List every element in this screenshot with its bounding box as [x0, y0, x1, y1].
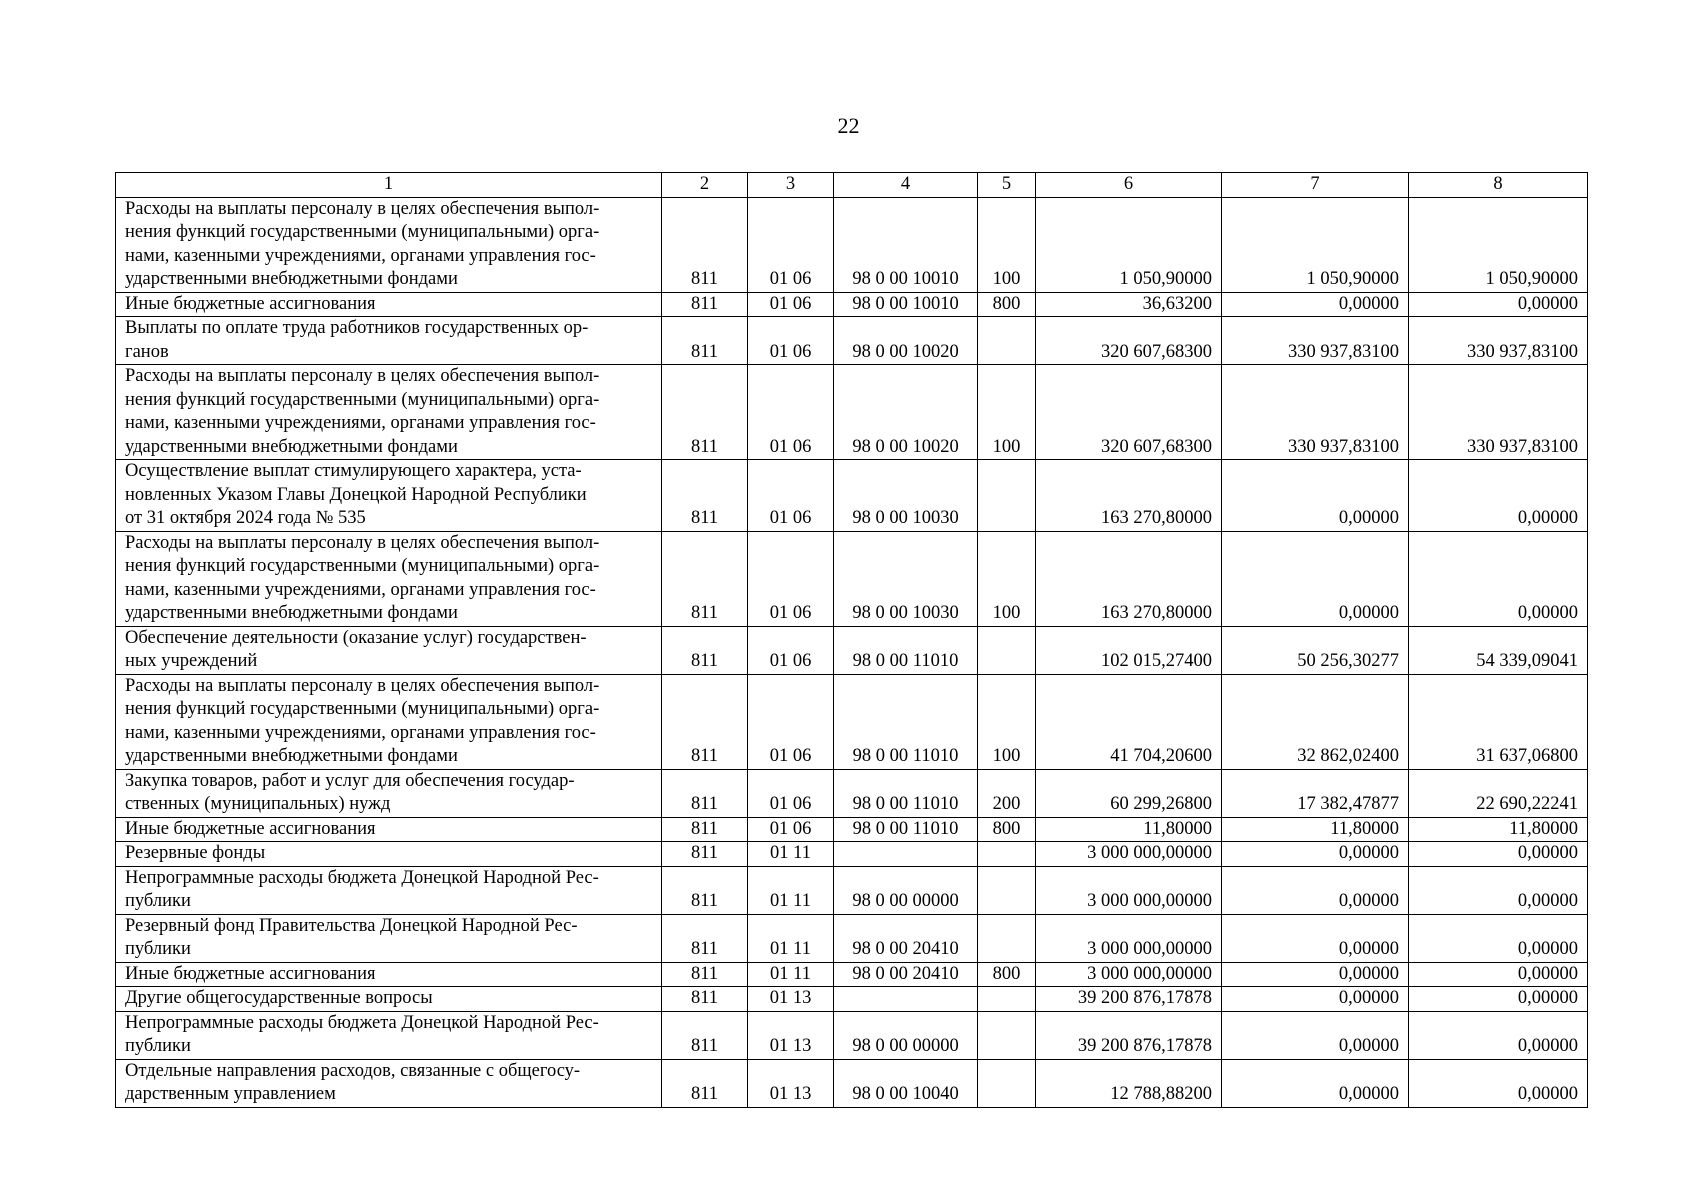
amount-2026-cell: 0,00000 [1409, 866, 1588, 914]
table-row [116, 962, 1588, 987]
table-row [116, 817, 1588, 842]
amount-2026-cell: 0,00000 [1409, 1059, 1588, 1107]
expense-name-line: нения функций государственными (муниципальными) орга- [125, 699, 600, 719]
table-body [116, 197, 1588, 1107]
target-article-cell [834, 842, 978, 867]
ministry-code-cell: 811 [662, 317, 748, 365]
expense-name-line: ганов [125, 341, 169, 362]
amount-2025-cell: 330 937,83100 [1222, 317, 1409, 365]
amount-2026-cell: 0,00000 [1409, 531, 1588, 626]
expense-name-cell [116, 987, 662, 1012]
amount-2025-cell: 0,00000 [1222, 866, 1409, 914]
column-header: 4 [834, 173, 978, 198]
amount-2024-cell: 320 607,68300 [1036, 365, 1222, 460]
table-row [116, 626, 1588, 674]
section-code-cell: 01 11 [748, 866, 834, 914]
expense-type-cell: 100 [978, 365, 1036, 460]
expense-type-cell [978, 460, 1036, 532]
amount-2024-cell: 41 704,20600 [1036, 674, 1222, 769]
amount-2025-cell: 32 862,02400 [1222, 674, 1409, 769]
amount-2024-cell: 3 000 000,00000 [1036, 962, 1222, 987]
expense-name-cell [116, 914, 662, 962]
expense-name-cell [116, 817, 662, 842]
amount-2024-cell: 11,80000 [1036, 817, 1222, 842]
expense-name-line: Иные бюджетные ассигнования [125, 963, 376, 984]
budget-table [115, 172, 1588, 1108]
expense-name-line: нами, казенными учреждениями, органами управления гос- [125, 413, 596, 433]
table-header-row [116, 173, 1588, 198]
ministry-code-cell: 811 [662, 365, 748, 460]
amount-2026-cell: 330 937,83100 [1409, 365, 1588, 460]
target-article-cell: 98 0 00 10030 [834, 460, 978, 532]
amount-2024-cell: 3 000 000,00000 [1036, 866, 1222, 914]
expense-name-cell [116, 866, 662, 914]
expense-name-line: ударственными внебюджетными фондами [125, 436, 458, 457]
ministry-code-cell: 811 [662, 674, 748, 769]
column-header: 8 [1409, 173, 1588, 198]
expense-type-cell [978, 1011, 1036, 1059]
column-header: 6 [1036, 173, 1222, 198]
expense-type-cell: 100 [978, 674, 1036, 769]
column-header: 1 [116, 173, 662, 198]
amount-2025-cell: 1 050,90000 [1222, 197, 1409, 292]
section-code-cell: 01 06 [748, 197, 834, 292]
amount-2025-cell: 17 382,47877 [1222, 769, 1409, 817]
amount-2024-cell: 1 050,90000 [1036, 197, 1222, 292]
target-article-cell: 98 0 00 10040 [834, 1059, 978, 1107]
table-row [116, 1059, 1588, 1107]
expense-name-line: нами, казенными учреждениями, органами управления гос- [125, 245, 596, 266]
amount-2026-cell: 0,00000 [1409, 460, 1588, 532]
expense-name-cell [116, 962, 662, 987]
expense-type-cell: 800 [978, 962, 1036, 987]
expense-type-cell: 800 [978, 292, 1036, 317]
expense-name-cell [116, 292, 662, 317]
ministry-code-cell: 811 [662, 1059, 748, 1107]
table-row [116, 769, 1588, 817]
amount-2024-cell: 3 000 000,00000 [1036, 842, 1222, 867]
amount-2024-cell: 3 000 000,00000 [1036, 914, 1222, 962]
amount-2026-cell: 330 937,83100 [1409, 317, 1588, 365]
amount-2024-cell: 36,63200 [1036, 292, 1222, 317]
ministry-code-cell: 811 [662, 914, 748, 962]
target-article-cell: 98 0 00 10020 [834, 365, 978, 460]
section-code-cell: 01 11 [748, 842, 834, 867]
expense-type-cell: 100 [978, 197, 1036, 292]
expense-name-line: Обеспечение деятельности (оказание услуг) государствен- [125, 627, 587, 648]
section-code-cell: 01 11 [748, 914, 834, 962]
expense-type-cell: 200 [978, 769, 1036, 817]
table-row [116, 292, 1588, 317]
amount-2026-cell: 0,00000 [1409, 842, 1588, 867]
expense-name-line: ударственными внебюджетными фондами [125, 603, 458, 623]
amount-2026-cell: 0,00000 [1409, 962, 1588, 987]
expense-name-cell [116, 197, 662, 292]
amount-2026-cell: 1 050,90000 [1409, 197, 1588, 292]
expense-name-line: публики [125, 891, 191, 911]
table-row [116, 460, 1588, 532]
section-code-cell: 01 06 [748, 317, 834, 365]
amount-2024-cell: 163 270,80000 [1036, 460, 1222, 532]
expense-type-cell [978, 914, 1036, 962]
amount-2025-cell: 0,00000 [1222, 1059, 1409, 1107]
expense-name-line: нения функций государственными (муниципальными) орга- [125, 389, 600, 410]
amount-2025-cell: 0,00000 [1222, 914, 1409, 962]
expense-name-line: Резервный фонд Правительства Донецкой Народной Рес- [125, 915, 578, 936]
target-article-cell: 98 0 00 20410 [834, 962, 978, 987]
ministry-code-cell: 811 [662, 769, 748, 817]
target-article-cell: 98 0 00 10030 [834, 531, 978, 626]
table-row [116, 866, 1588, 914]
amount-2025-cell: 0,00000 [1222, 1011, 1409, 1059]
expense-name-line: публики [125, 1036, 191, 1056]
expense-name-cell [116, 674, 662, 769]
target-article-cell: 98 0 00 10020 [834, 317, 978, 365]
amount-2026-cell: 11,80000 [1409, 817, 1588, 842]
amount-2025-cell: 0,00000 [1222, 531, 1409, 626]
section-code-cell: 01 13 [748, 987, 834, 1012]
amount-2026-cell: 0,00000 [1409, 914, 1588, 962]
section-code-cell: 01 13 [748, 1059, 834, 1107]
ministry-code-cell: 811 [662, 987, 748, 1012]
page-number: 22 [837, 113, 860, 138]
column-header: 2 [662, 173, 748, 198]
ministry-code-cell: 811 [662, 197, 748, 292]
amount-2026-cell: 22 690,22241 [1409, 769, 1588, 817]
expense-name-line: ственных (муниципальных) нужд [125, 794, 391, 814]
expense-name-line: новленных Указом Главы Донецкой Народной Республики [125, 484, 587, 505]
section-code-cell: 01 13 [748, 1011, 834, 1059]
table-row [116, 197, 1588, 292]
ministry-code-cell: 811 [662, 531, 748, 626]
expense-name-line: Резервные фонды [125, 843, 266, 863]
ministry-code-cell: 811 [662, 817, 748, 842]
section-code-cell: 01 06 [748, 365, 834, 460]
amount-2024-cell: 60 299,26800 [1036, 769, 1222, 817]
expense-name-line: Иные бюджетные ассигнования [125, 818, 376, 839]
amount-2026-cell: 0,00000 [1409, 292, 1588, 317]
expense-name-line: нами, казенными учреждениями, органами управления гос- [125, 722, 596, 743]
section-code-cell: 01 11 [748, 962, 834, 987]
expense-name-line: публики [125, 939, 191, 959]
amount-2024-cell: 39 200 876,17878 [1036, 987, 1222, 1012]
expense-name-line: Расходы на выплаты персоналу в целях обеспечения выпол- [125, 532, 600, 553]
target-article-cell: 98 0 00 10010 [834, 292, 978, 317]
expense-name-line: ударственными внебюджетными фондами [125, 269, 458, 289]
expense-type-cell [978, 1059, 1036, 1107]
expense-name-cell [116, 842, 662, 867]
expense-name-line: от 31 октября 2024 года № 535 [125, 508, 366, 528]
expense-name-cell [116, 1059, 662, 1107]
amount-2025-cell: 11,80000 [1222, 817, 1409, 842]
expense-name-line: нения функций государственными (муниципальными) орга- [125, 222, 600, 242]
expense-name-line: нения функций государственными (муниципальными) орга- [125, 556, 600, 576]
table-row [116, 987, 1588, 1012]
target-article-cell: 98 0 00 20410 [834, 914, 978, 962]
expense-name-cell [116, 317, 662, 365]
target-article-cell: 98 0 00 11010 [834, 626, 978, 674]
target-article-cell: 98 0 00 11010 [834, 817, 978, 842]
expense-name-line: ных учреждений [125, 651, 258, 671]
expense-name-line: Отдельные направления расходов, связанные с общегосу- [125, 1060, 581, 1081]
amount-2024-cell: 12 788,88200 [1036, 1059, 1222, 1107]
amount-2024-cell: 163 270,80000 [1036, 531, 1222, 626]
expense-name-cell [116, 1011, 662, 1059]
section-code-cell: 01 06 [748, 626, 834, 674]
amount-2025-cell: 0,00000 [1222, 962, 1409, 987]
section-code-cell: 01 06 [748, 817, 834, 842]
expense-name-cell [116, 626, 662, 674]
amount-2024-cell: 39 200 876,17878 [1036, 1011, 1222, 1059]
target-article-cell: 98 0 00 10010 [834, 197, 978, 292]
amount-2025-cell: 0,00000 [1222, 842, 1409, 867]
table-row [116, 531, 1588, 626]
target-article-cell: 98 0 00 11010 [834, 674, 978, 769]
expense-name-cell [116, 365, 662, 460]
amount-2025-cell: 330 937,83100 [1222, 365, 1409, 460]
column-header: 3 [748, 173, 834, 198]
table-row [116, 914, 1588, 962]
table-row [116, 317, 1588, 365]
table-row [116, 1011, 1588, 1059]
expense-name-line: Другие общегосударственные вопросы [125, 988, 433, 1008]
target-article-cell [834, 987, 978, 1012]
section-code-cell: 01 06 [748, 460, 834, 532]
expense-type-cell [978, 842, 1036, 867]
target-article-cell: 98 0 00 11010 [834, 769, 978, 817]
amount-2026-cell: 0,00000 [1409, 987, 1588, 1012]
expense-name-line: Осуществление выплат стимулирующего характера, уста- [125, 461, 582, 481]
expense-name-line: Непрограммные расходы бюджета Донецкой Народной Рес- [125, 867, 599, 888]
expense-type-cell [978, 866, 1036, 914]
expense-name-cell [116, 460, 662, 532]
expense-name-cell [116, 769, 662, 817]
expense-name-line: ударственными внебюджетными фондами [125, 746, 458, 766]
expense-name-line: Непрограммные расходы бюджета Донецкой Народной Рес- [125, 1012, 599, 1033]
expense-name-line: Расходы на выплаты персоналу в целях обеспечения выпол- [125, 198, 600, 219]
section-code-cell: 01 06 [748, 531, 834, 626]
amount-2026-cell: 54 339,09041 [1409, 626, 1588, 674]
expense-name-line: Закупка товаров, работ и услуг для обеспечения государ- [125, 770, 575, 791]
expense-type-cell [978, 317, 1036, 365]
amount-2025-cell: 0,00000 [1222, 987, 1409, 1012]
ministry-code-cell: 811 [662, 866, 748, 914]
ministry-code-cell: 811 [662, 292, 748, 317]
expense-type-cell: 800 [978, 817, 1036, 842]
amount-2024-cell: 102 015,27400 [1036, 626, 1222, 674]
expense-type-cell [978, 987, 1036, 1012]
ministry-code-cell: 811 [662, 1011, 748, 1059]
table-row [116, 365, 1588, 460]
column-header: 5 [978, 173, 1036, 198]
ministry-code-cell: 811 [662, 626, 748, 674]
ministry-code-cell: 811 [662, 460, 748, 532]
expense-name-line: Иные бюджетные ассигнования [125, 293, 376, 314]
expense-name-line: Расходы на выплаты персоналу в целях обеспечения выпол- [125, 366, 600, 386]
expense-name-cell [116, 531, 662, 626]
expense-type-cell [978, 626, 1036, 674]
column-header: 7 [1222, 173, 1409, 198]
expense-type-cell: 100 [978, 531, 1036, 626]
amount-2026-cell: 31 637,06800 [1409, 674, 1588, 769]
ministry-code-cell: 811 [662, 962, 748, 987]
table-row [116, 674, 1588, 769]
amount-2024-cell: 320 607,68300 [1036, 317, 1222, 365]
section-code-cell: 01 06 [748, 292, 834, 317]
section-code-cell: 01 06 [748, 769, 834, 817]
target-article-cell: 98 0 00 00000 [834, 866, 978, 914]
amount-2025-cell: 0,00000 [1222, 460, 1409, 532]
amount-2026-cell: 0,00000 [1409, 1011, 1588, 1059]
ministry-code-cell: 811 [662, 842, 748, 867]
target-article-cell: 98 0 00 00000 [834, 1011, 978, 1059]
section-code-cell: 01 06 [748, 674, 834, 769]
expense-name-line: Расходы на выплаты персоналу в целях обеспечения выпол- [125, 675, 600, 696]
expense-name-line: Выплаты по оплате труда работников государственных ор- [125, 318, 589, 338]
table-row [116, 842, 1588, 867]
expense-name-line: нами, казенными учреждениями, органами управления гос- [125, 579, 596, 600]
amount-2025-cell: 0,00000 [1222, 292, 1409, 317]
amount-2025-cell: 50 256,30277 [1222, 626, 1409, 674]
expense-name-line: дарственным управлением [125, 1084, 336, 1104]
